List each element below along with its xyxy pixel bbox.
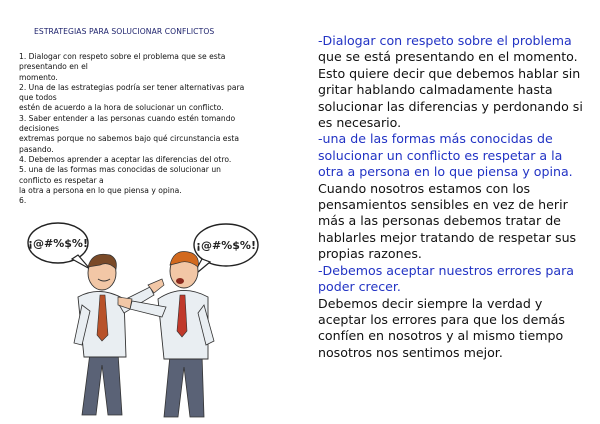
highlighted-strategy-line: solucionar un conflicto es respetar a la [318,147,563,163]
list-line: 1. Dialogar con respeto sobre el problema que se esta [19,52,226,61]
list-line: 3. Saber entender a las personas cuando estén tomando [19,113,236,123]
paragraph-line: pensamientos sensibles en vez de herir [318,197,568,213]
paragraph-line: Esto quiere decir que debemos hablar sin [318,65,581,81]
paragraph-line: propias razones. [318,246,422,262]
list-line: presentando en el [19,62,88,72]
paragraph-line: que se está presentando en el momento. [318,49,578,65]
list-line: estén de acuerdo a la hora de solucionar un conflicto. [19,103,224,113]
list-line: extremas porque no sabemos bajo qué circunstancia esta [19,134,240,144]
list-line: pasando. [19,144,54,154]
paragraph-line: Cuando nosotros estamos con los [318,180,531,196]
highlighted-strategy-line: otra a persona en lo que piensa y opina. [318,164,573,180]
list-line: decisiones [19,124,59,134]
left-man-figure [74,254,164,415]
left-speech-bubble [28,223,90,269]
paragraph-line: Debemos decir siempre la verdad y [318,295,543,311]
list-line: 6. [19,196,27,206]
list-line: 2. Una de las estrategias podría ser tener alternativas para [19,82,245,92]
list-line: 5. una de las formas mas conocidas de solucionar un [19,165,221,175]
paragraph-line: nosotros nos sentimos mejor. [318,344,503,360]
paragraph-line: hablarles mejor tratando de respetar sus [318,229,577,245]
right-man-figure [118,252,214,418]
right-speech-bubble [192,224,258,277]
document-title: ESTRATEGIAS PARA SOLUCIONAR CONFLICTOS [34,27,215,36]
paragraph-line: confíen en nosotros y al mismo tiempo [318,328,564,344]
paragraph-line: es necesario. [318,115,402,131]
paragraph-line: solucionar las diferencias y perdonando si [318,98,583,114]
strategies-list [19,52,289,206]
paragraph-line: aceptar los errores para que los demás [318,311,565,327]
list-line: que todos [19,93,57,103]
arguing-men-illustration [20,215,265,420]
highlighted-strategy-line: -Dialogar con respeto sobre el problema [318,33,572,48]
list-line: momento. [19,72,58,82]
list-line: conflicto es respetar a [19,175,104,185]
highlighted-strategy-line: -una de las formas más conocidas de [318,131,553,147]
list-line: 4. Debemos aprender a aceptar las diferencias del otro. [19,154,232,164]
left-bubble-text: ¡@#%$%! [28,237,88,250]
strategies-explanation [318,33,600,361]
highlighted-strategy-line: poder crecer. [318,279,401,295]
paragraph-line: gritar hablando calmadamente hasta [318,82,553,98]
paragraph-line: más a las personas debemos tratar de [318,213,561,229]
highlighted-strategy-line: -Debemos aceptar nuestros errores para [318,262,575,278]
list-line: la otra a persona en lo que piensa y opina. [19,185,182,195]
right-bubble-text: ¡@#%$%! [196,239,256,252]
